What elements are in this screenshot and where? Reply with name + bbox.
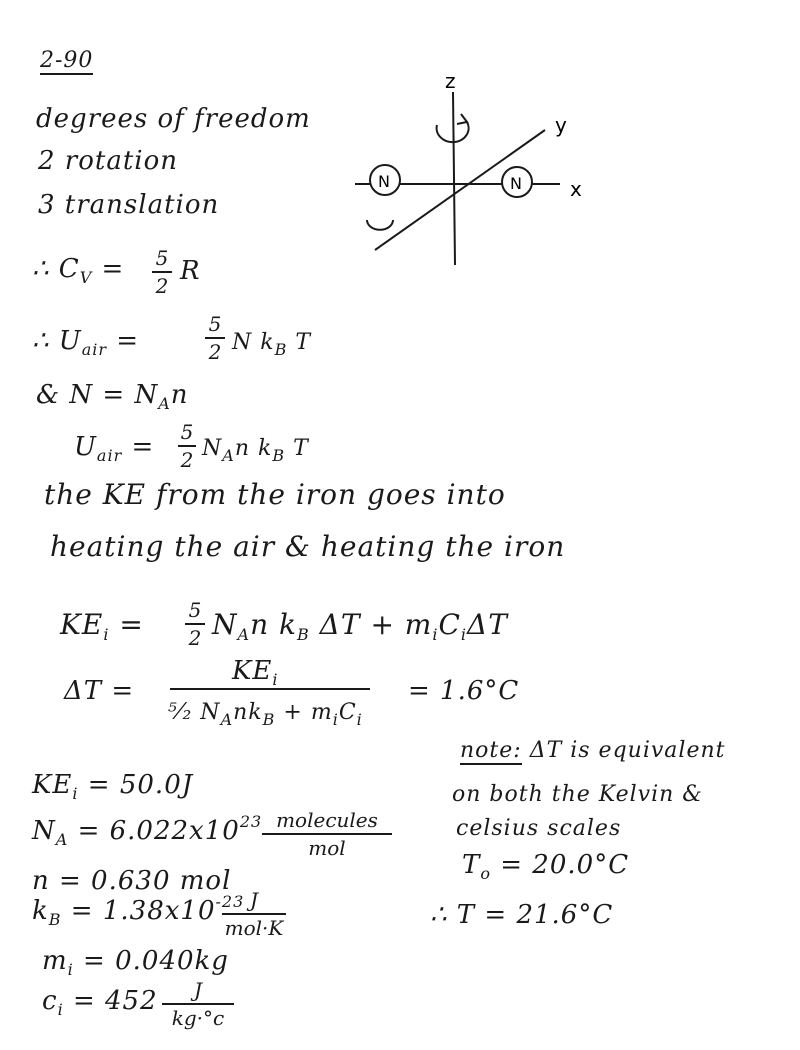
kei-fraction: 5 2 <box>185 598 205 650</box>
x-axis-label: x <box>570 177 582 201</box>
y-rotation-arrow-icon <box>367 220 393 230</box>
note-line-3: celsius scales <box>456 816 622 841</box>
given-kb: $k_B = 1.38x10^{-23}$ <box>32 892 245 929</box>
uair2-rest: $N_An$ $k_B$ T <box>202 436 309 465</box>
explanation-line-2: heating the air & heating the iron <box>50 530 566 563</box>
y-axis-label: y <box>555 113 567 137</box>
problem-number: 2-90 <box>40 48 94 73</box>
uair1-fraction: 5 2 <box>205 312 225 364</box>
explanation-line-1: the KE from the iron goes into <box>44 478 506 511</box>
uair2-fraction: 5 2 <box>178 420 196 472</box>
cv-equation: ∴ $C_V$ = <box>32 254 125 287</box>
given-kei: $KE_i = 50.0J$ <box>32 770 194 803</box>
initial-temperature: $T_o = 20.0^\circ C$ <box>462 850 630 883</box>
kei-equation: $KE_i$ = <box>60 608 144 644</box>
cv-r: R <box>180 256 201 286</box>
cv-fraction: 5 2 <box>152 246 172 298</box>
n2-molecule-diagram <box>345 70 605 270</box>
uair-equation-2: $U_{air}$ = <box>74 432 155 465</box>
uair1-rest: N $k_B$ T <box>232 330 312 359</box>
ci-unit-fraction: J kg·°c <box>162 978 234 1030</box>
given-mi: $m_i = 0.040kg$ <box>42 946 229 979</box>
dof-heading: degrees of freedom <box>36 104 311 134</box>
na-unit-fraction: molecules mol <box>262 808 392 860</box>
uair-equation-1: ∴ $U_{air}$ = <box>32 326 140 359</box>
z-axis <box>453 92 455 265</box>
dof-translation: 3 translation <box>38 190 220 220</box>
z-axis-label: z <box>445 70 456 93</box>
kb-unit-fraction: J mol·K <box>222 888 286 940</box>
final-temperature: ∴ T = 21.6°C <box>430 900 614 930</box>
given-ci: $c_i = 452$ <box>42 986 158 1019</box>
kei-rest: $N_An$ $k_B$ $\Delta T + m_iC_i\Delta T$ <box>212 608 508 644</box>
dof-rotation: 2 rotation <box>38 146 178 176</box>
dt-lhs: ΔT = <box>64 676 135 706</box>
n-equation: & $N = N_An$ <box>36 380 189 413</box>
atom-right-label: N <box>510 174 522 193</box>
given-na: $N_A = 6.022x10^{23}$ <box>32 812 263 849</box>
note-line-1: note: ΔT is equivalent <box>460 738 726 763</box>
given-n: n = 0.630 mol <box>32 866 232 896</box>
dt-fraction-bar <box>170 688 370 690</box>
dt-denominator: ⁵⁄₂ $N_Ank_B + m_iC_i$ <box>168 700 363 729</box>
atom-left-label: N <box>378 172 390 191</box>
dt-numerator: $KE_i$ <box>232 656 279 689</box>
arrowhead-icon <box>457 114 467 124</box>
dt-result: = 1.6°C <box>408 676 520 706</box>
note-line-2: on both the Kelvin & <box>452 782 703 807</box>
